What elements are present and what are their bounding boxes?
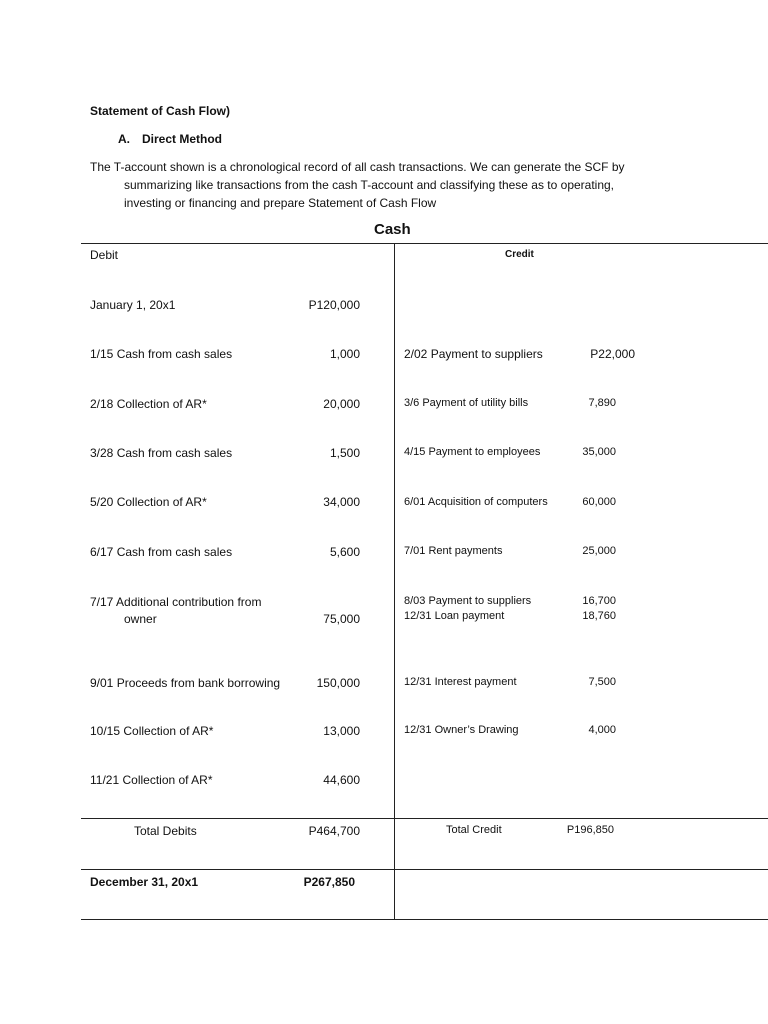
credit-label: 8/03 Payment to suppliers [404, 595, 532, 607]
intro-line-2: summarizing like transactions from the cash T-account and classifying these as to operating, [124, 178, 615, 192]
debit-amount: 34,000 [323, 495, 360, 509]
debit-label: 5/20 Collection of AR* [90, 495, 207, 509]
ending-balance-amount: P267,850 [303, 875, 355, 889]
debit-amount: 1,500 [329, 446, 360, 460]
totals-bottom-rule [81, 869, 768, 870]
credit-amount: P22,000 [590, 347, 635, 361]
credit-label: 12/31 Interest payment [404, 676, 517, 688]
t-account-top-rule [81, 243, 768, 244]
credit-amount: 7,500 [588, 676, 616, 688]
credit-header: Credit [505, 249, 534, 260]
credit-amount: 4,000 [588, 724, 616, 736]
credit-label: 2/02 Payment to suppliers [404, 347, 543, 361]
debit-label: 2/18 Collection of AR* [90, 397, 207, 411]
intro-paragraph [90, 158, 740, 212]
credit-amount: 7,890 [588, 397, 616, 409]
debit-label: January 1, 20x1 [90, 298, 176, 312]
credit-label: 12/31 Loan payment [404, 610, 505, 622]
credit-amount: 25,000 [582, 545, 616, 557]
section-letter: A. [118, 132, 130, 146]
debit-amount: 44,600 [323, 773, 360, 787]
total-debits-label: Total Debits [134, 824, 197, 838]
ending-balance-label: December 31, 20x1 [90, 875, 199, 889]
t-account-title: Cash [374, 221, 411, 238]
credit-label: 4/15 Payment to employees [404, 446, 541, 458]
total-credit-amount: P196,850 [566, 824, 614, 836]
credit-label: 3/6 Payment of utility bills [404, 397, 529, 409]
debit-label: 9/01 Proceeds from bank borrowing [90, 676, 281, 690]
credit-label: 12/31 Owner’s Drawing [404, 724, 519, 736]
debit-label: 3/28 Cash from cash sales [90, 446, 233, 460]
total-debits-amount: P464,700 [308, 824, 360, 838]
debit-amount: 13,000 [323, 724, 360, 738]
debit-amount: 75,000 [323, 612, 360, 626]
section-title [118, 132, 222, 146]
credit-amount: 60,000 [582, 496, 616, 508]
document-heading: Statement of Cash Flow) [90, 104, 231, 118]
credit-amount: 18,760 [582, 610, 616, 622]
debit-amount: 20,000 [323, 397, 360, 411]
debit-amount: 1,000 [329, 347, 360, 361]
intro-line-3: investing or financing and prepare Statement of Cash Flow [124, 196, 437, 210]
debit-label-continued: owner [124, 612, 157, 626]
debit-amount: 5,600 [329, 545, 360, 559]
debit-header: Debit [90, 248, 119, 262]
total-credit-label: Total Credit [446, 824, 502, 836]
debit-label: 1/15 Cash from cash sales [90, 347, 233, 361]
credit-amount: 16,700 [582, 595, 616, 607]
credit-amount: 35,000 [582, 446, 616, 458]
debit-label: 11/21 Collection of AR* [90, 773, 213, 787]
totals-top-rule [81, 818, 768, 819]
debit-label: 10/15 Collection of AR* [90, 724, 214, 738]
debit-label: 7/17 Additional contribution from [90, 595, 262, 609]
debit-amount: P120,000 [308, 298, 360, 312]
credit-label: 7/01 Rent payments [404, 545, 503, 557]
section-name: Direct Method [142, 132, 223, 146]
debit-amount: 150,000 [316, 676, 360, 690]
t-account-bottom-rule [81, 919, 768, 920]
debit-label: 6/17 Cash from cash sales [90, 545, 233, 559]
credit-label: 6/01 Acquisition of computers [404, 496, 548, 508]
intro-line-1: The T-account shown is a chronological record of all cash transactions. We can generate the SCF by [90, 160, 625, 174]
